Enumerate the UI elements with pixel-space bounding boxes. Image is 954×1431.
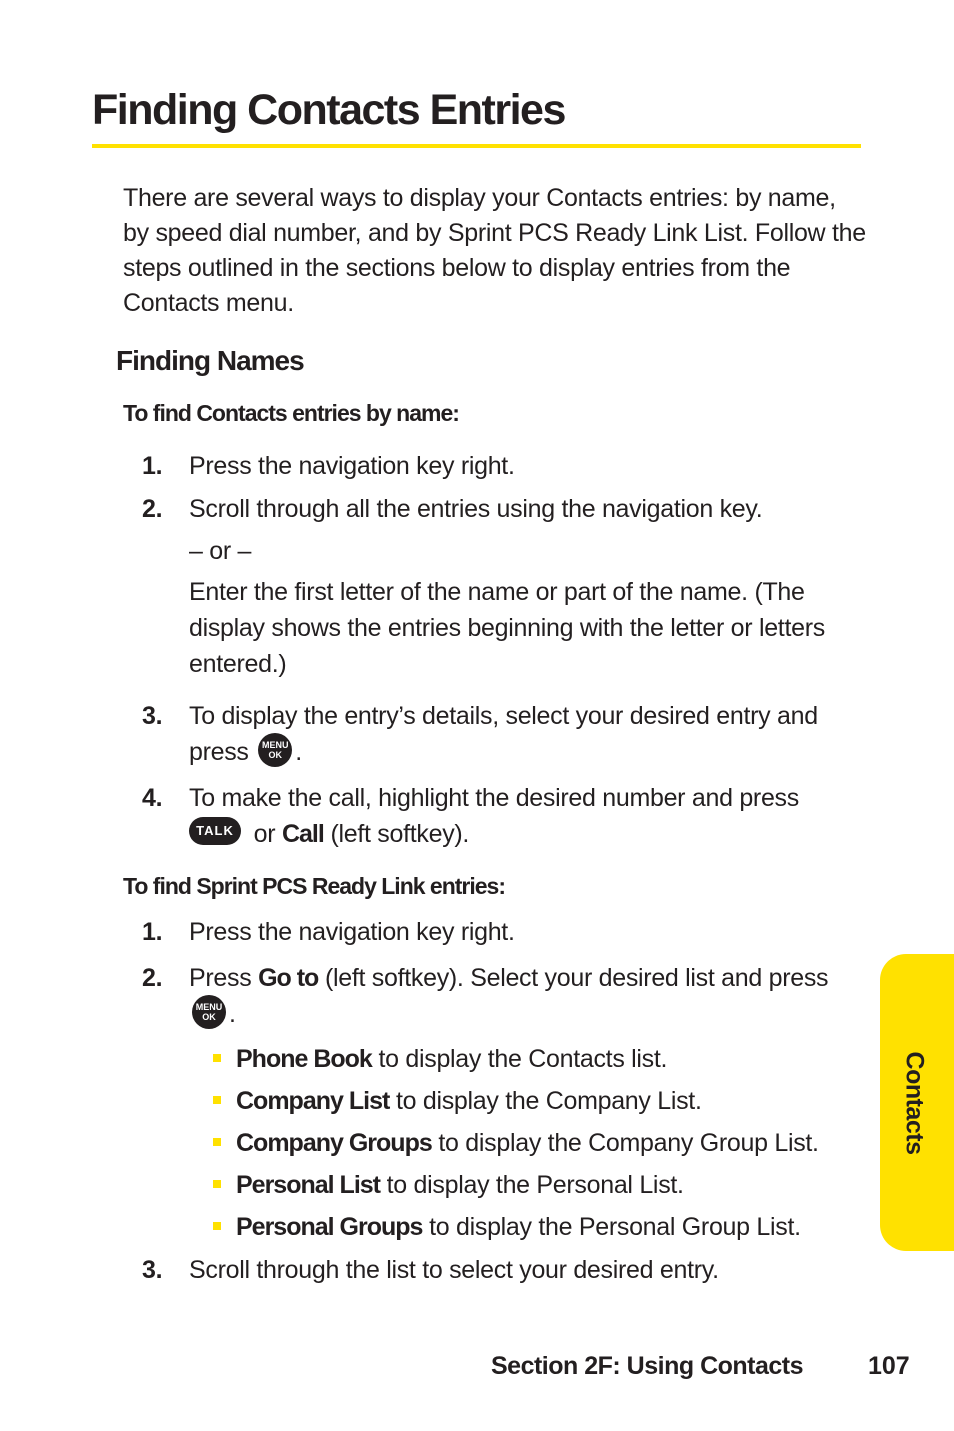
step-suffix: (left softkey). <box>330 820 470 848</box>
call-softkey-label: Call <box>281 820 324 848</box>
step-text-block <box>189 698 862 770</box>
step-text: Press the navigation key right. <box>189 918 515 946</box>
list-item <box>211 1038 861 1080</box>
option-text: to display the Company List. <box>395 1087 702 1115</box>
step-number: 1. <box>142 452 163 480</box>
list-item <box>211 1080 861 1122</box>
step-end: . <box>229 1000 236 1028</box>
page-title: Finding Contacts Entries <box>92 86 565 134</box>
or-word: or <box>253 820 276 848</box>
ok-key-label: OK <box>202 1012 216 1023</box>
step-number: 4. <box>142 784 163 812</box>
talk-key-icon: TALK <box>189 817 241 845</box>
step-text-block <box>189 780 862 852</box>
list-item <box>211 1164 861 1206</box>
step-4-by-name <box>142 780 862 852</box>
step-2-by-name <box>142 491 862 527</box>
footer-section-title: Section 2F: Using Contacts <box>491 1352 804 1380</box>
menu-key-label: MENU <box>195 1002 223 1013</box>
option-label: Phone Book <box>236 1045 372 1073</box>
menu-ok-key-icon <box>258 733 292 767</box>
menu-key-label: MENU <box>262 740 289 751</box>
square-bullet-icon <box>213 1138 221 1146</box>
square-bullet-icon <box>213 1054 221 1062</box>
intro-paragraph: There are several ways to display your Contacts entries: by name, by speed dial number, and by Sprint PCS Ready Link List. Follow the steps outlined in the sections below to display entries from the Contacts menu. <box>123 184 866 317</box>
step-prefix: Press <box>189 964 252 992</box>
page-number: 107 <box>868 1352 910 1380</box>
menu-ok-key-icon <box>192 995 226 1029</box>
step-1-ready-link <box>142 914 862 950</box>
step-text: Scroll through all the entries using the navigation key. <box>189 495 763 523</box>
option-label: Personal List <box>236 1171 380 1199</box>
list-item <box>211 1122 861 1164</box>
side-tab-label: Contacts <box>900 1051 929 1155</box>
alternate-instruction: Enter the first letter of the name or part of the name. (The display shows the entries beginning with the letter or letters entered.) <box>189 578 825 678</box>
or-separator: – or – <box>189 537 252 565</box>
step-2-ready-link <box>142 960 862 1032</box>
option-label: Personal Groups <box>236 1213 423 1241</box>
title-rule <box>92 144 861 148</box>
step-text: To display the entry’s details, select your desired entry and press <box>189 702 818 766</box>
step-text-block <box>189 960 862 1032</box>
step-1-by-name <box>142 448 862 484</box>
square-bullet-icon <box>213 1180 221 1188</box>
list-options <box>211 1038 861 1248</box>
step-number: 2. <box>142 964 163 992</box>
step-number: 3. <box>142 1256 163 1284</box>
step-text: Scroll through the list to select your desired entry. <box>189 1256 719 1284</box>
step-number: 2. <box>142 495 163 523</box>
step-text: Press the navigation key right. <box>189 452 515 480</box>
procedure-heading-ready-link: To find Sprint PCS Ready Link entries: <box>123 873 506 899</box>
section-heading: Finding Names <box>116 345 304 376</box>
list-item <box>211 1206 861 1248</box>
step-text: To make the call, highlight the desired number and press <box>189 784 799 812</box>
ok-key-label: OK <box>268 750 283 761</box>
step-number: 1. <box>142 918 163 946</box>
step-number: 3. <box>142 702 163 730</box>
step-3-ready-link <box>142 1252 862 1288</box>
square-bullet-icon <box>213 1222 221 1230</box>
procedure-heading-by-name: To find Contacts entries by name: <box>123 400 459 426</box>
option-text: to display the Personal Group List. <box>429 1213 801 1241</box>
square-bullet-icon <box>213 1096 221 1104</box>
step-3-by-name <box>142 698 862 770</box>
option-text: to display the Company Group List. <box>438 1129 819 1157</box>
option-text: to display the Personal List. <box>386 1171 684 1199</box>
step-text: (left softkey). Select your desired list and press <box>324 964 829 992</box>
goto-softkey-label: Go to <box>258 964 319 992</box>
step-end: . <box>295 738 302 766</box>
option-label: Company List <box>236 1087 390 1115</box>
option-label: Company Groups <box>236 1129 432 1157</box>
option-text: to display the Contacts list. <box>378 1045 668 1073</box>
